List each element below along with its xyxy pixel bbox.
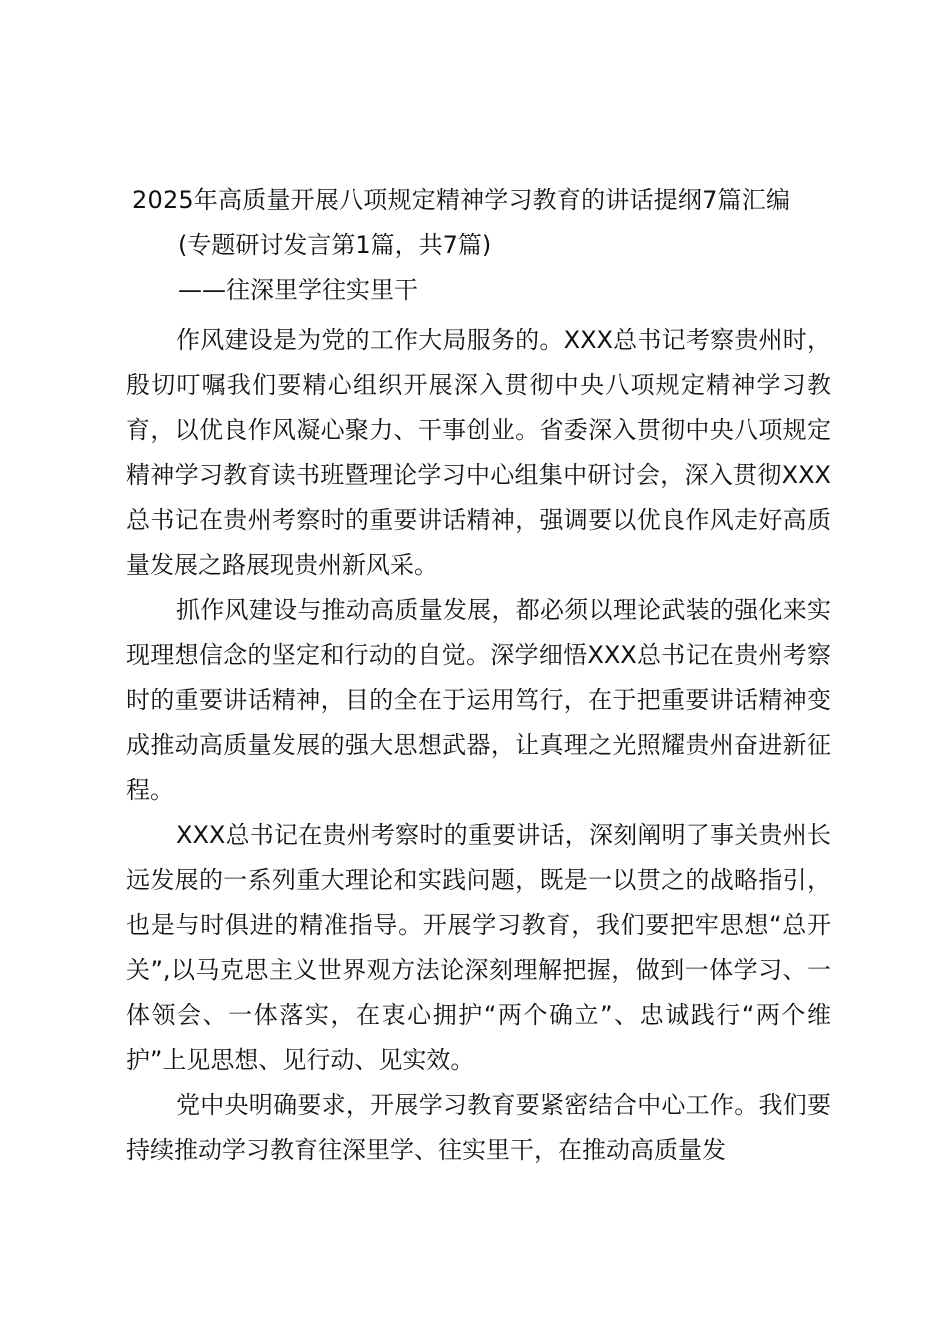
document-tagline: ——往深里学往实里干 <box>178 276 418 304</box>
body-paragraph: XXX总书记在贵州考察时的重要讲话，深刻阐明了事关贵州长远发展的一系列重大理论和实践问题，既是一以贯之的战略指引，也是与时俱进的精准指导。开展学习教育，我们要把牢思想“总开关”,以马克思主义世界观方法论深刻理解把握，做到一体学习、一体领会、一体落实，在衷心拥护“两个确立”、忠诚践行“两个维护”上见思想、见行动、见实效。 <box>126 821 831 1074</box>
document-title: 2025年高质量开展八项规定精神学习教育的讲话提纲7篇汇编 <box>132 186 791 214</box>
body-paragraph: 作风建设是为党的工作大局服务的。XXX总书记考察贵州时，殷切叮嘱我们要精心组织开展深入贯彻中央八项规定精神学习教育，以优良作风凝心聚力、干事创业。省委深入贯彻中央八项规定精神学习教育读书班暨理论学习中心组集中研讨会，深入贯彻XXX总书记在贵州考察时的重要讲话精神，强调要以优良作风走好高质量发展之路展现贵州新风采。 <box>126 326 831 579</box>
body-paragraph: 抓作风建设与推动高质量发展，都必须以理论武装的强化来实现理想信念的坚定和行动的自觉。深学细悟XXX总书记在贵州考察时的重要讲话精神，目的全在于运用笃行，在于把重要讲话精神变成推动高质量发展的强大思想武器，让真理之光照耀贵州奋进新征程。 <box>126 596 831 804</box>
document-subtitle: (专题研讨发言第1篇，共7篇) <box>178 231 492 259</box>
body-paragraph: 党中央明确要求，开展学习教育要紧密结合中心工作。我们要持续推动学习教育往深里学、往实里干，在推动高质量发 <box>126 1091 831 1164</box>
document-body <box>126 318 831 1173</box>
